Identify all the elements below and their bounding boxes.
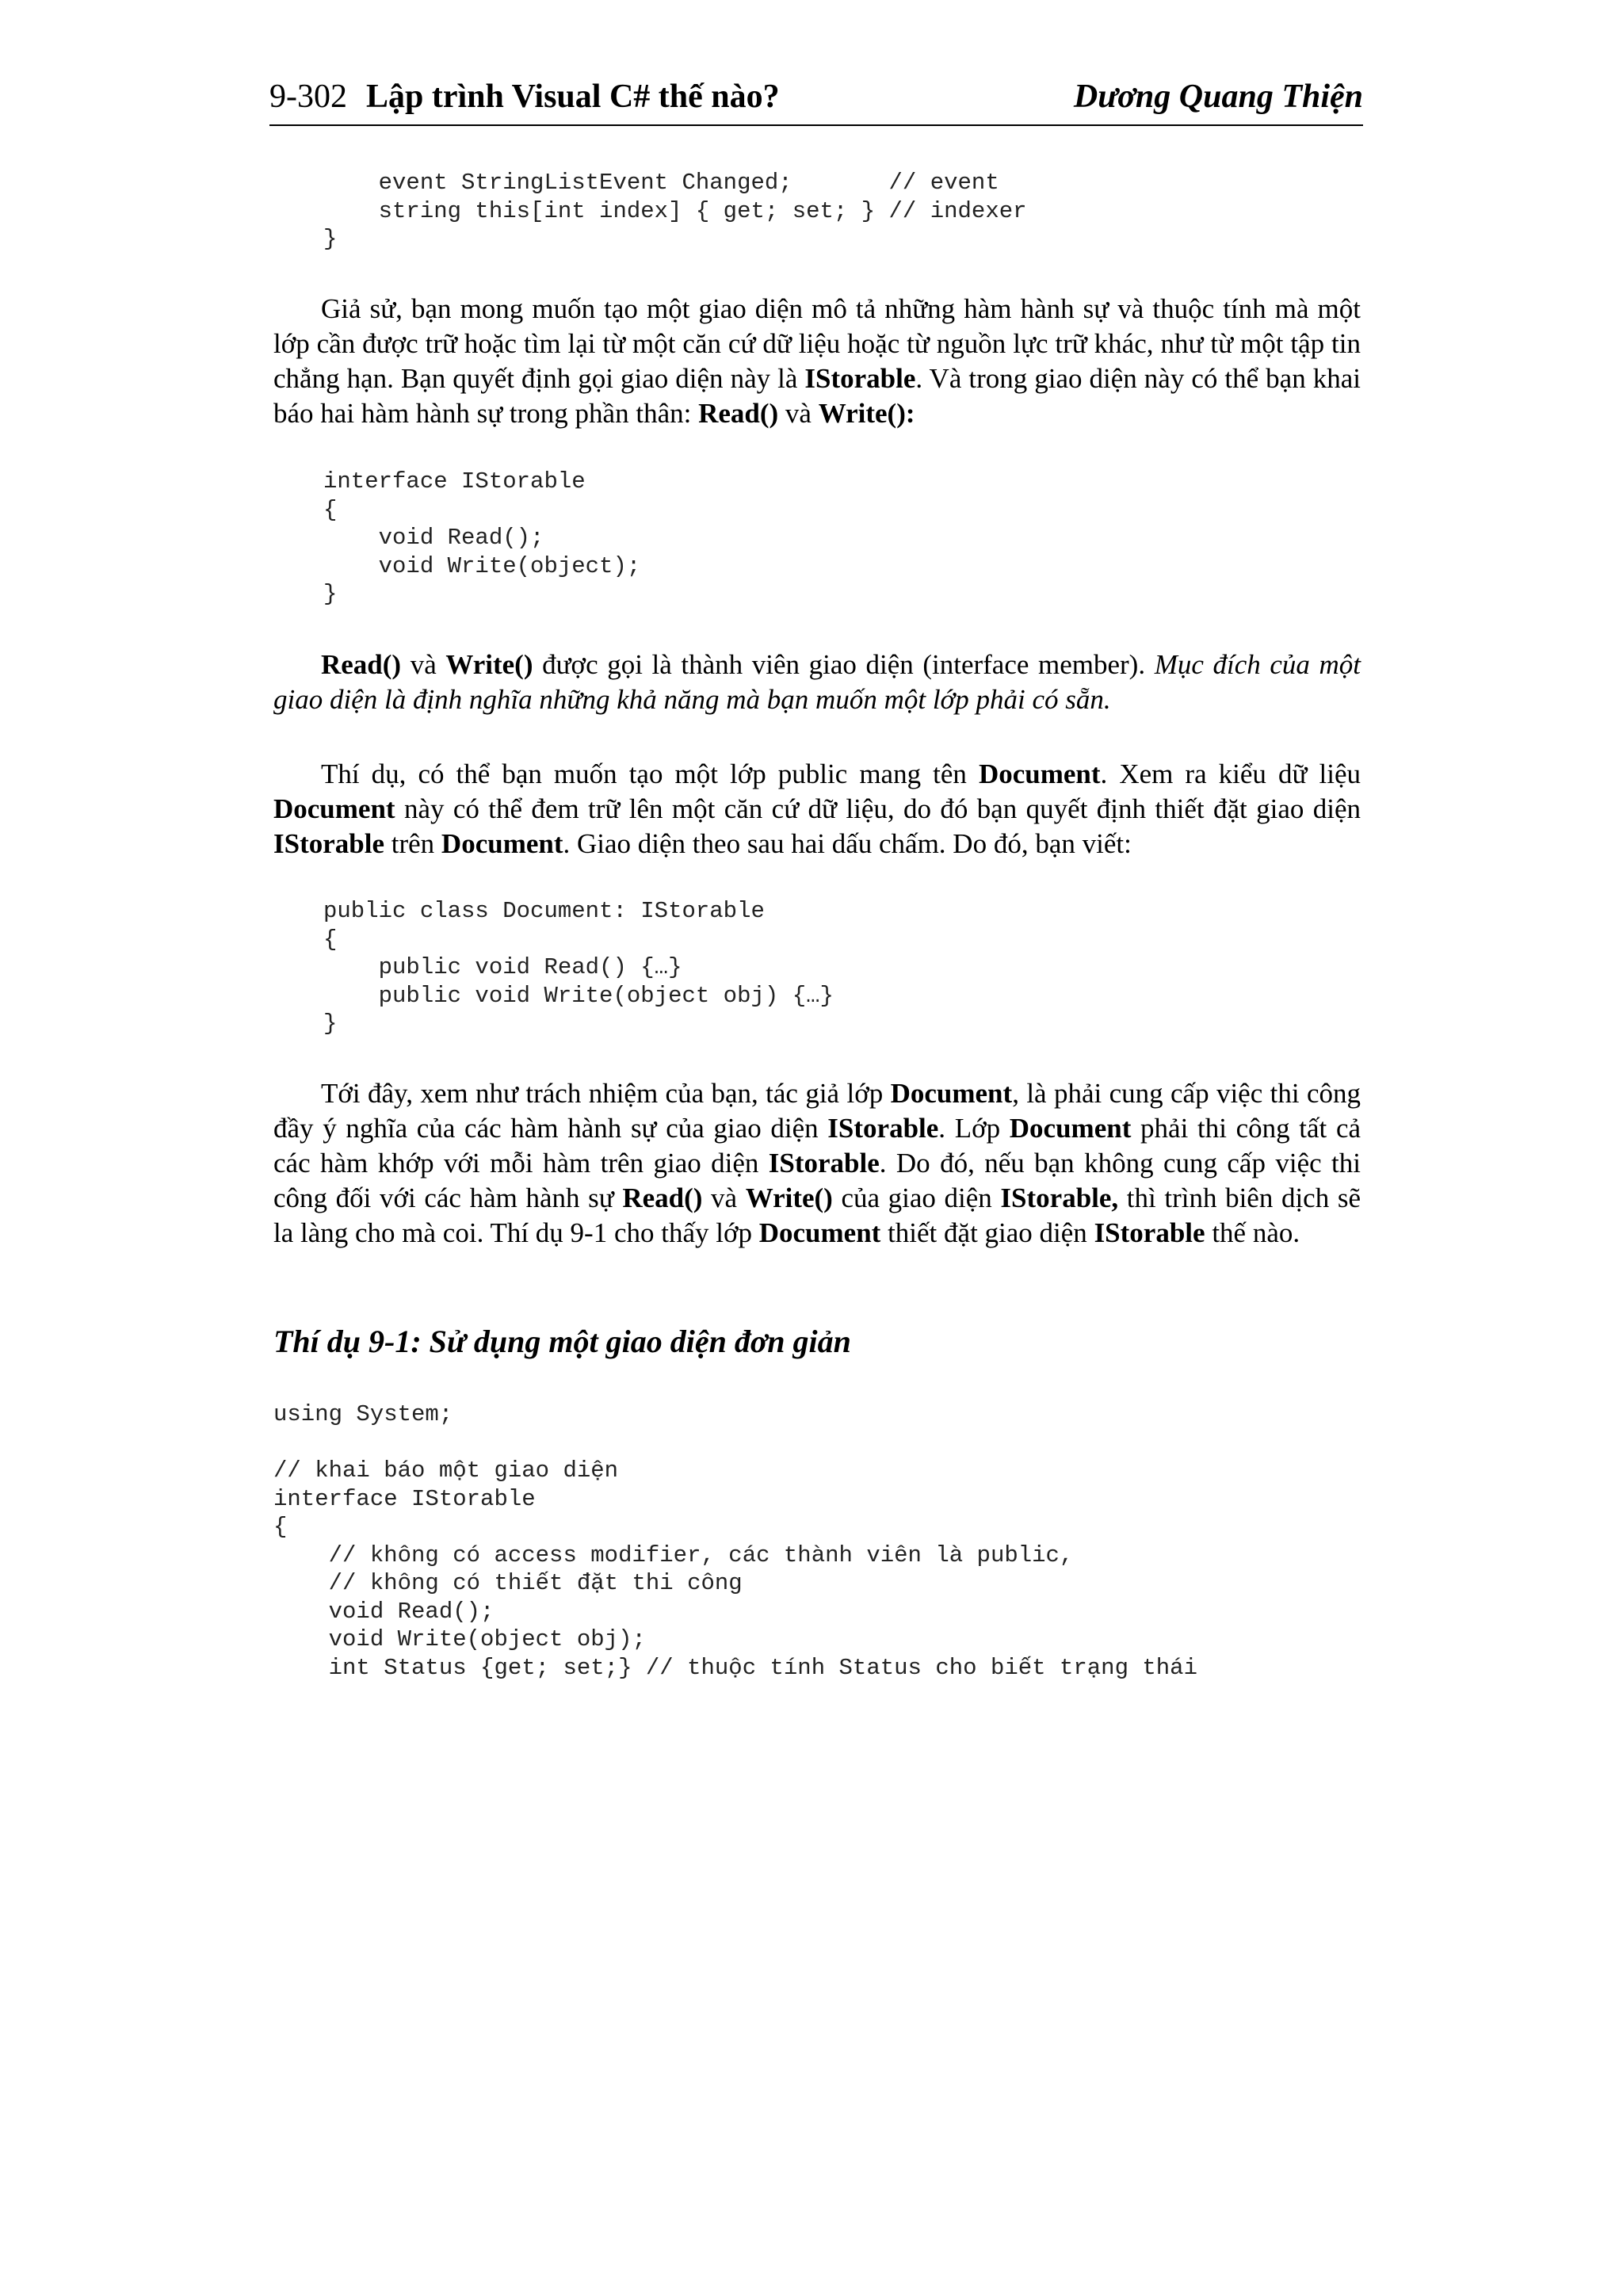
code-line: void Write(object);: [323, 552, 641, 579]
paragraph-text: [273, 648, 1361, 717]
code-block-example-9-1: [273, 1400, 1197, 1682]
bold-term: IStorable: [827, 1113, 939, 1144]
paragraph-text: [273, 757, 1361, 861]
code-line: // không có access modifier, các thành viên là public,: [273, 1541, 1074, 1568]
text-run: được gọi là thành viên giao diện (interface member).: [533, 649, 1155, 680]
bold-term: Read(): [698, 398, 779, 429]
code-line: public class Document: IStorable: [323, 898, 765, 924]
bold-term: IStorable: [804, 363, 916, 394]
code-block-interface-members: [323, 169, 1027, 254]
text-run: Tới đây, xem như trách nhiệm của bạn, tác giả lớp: [321, 1078, 891, 1109]
paragraph-text: [273, 1076, 1361, 1251]
bold-term: IStorable,: [1000, 1182, 1119, 1213]
code-line: int Status {get; set;} // thuộc tính Status cho biết trạng thái: [273, 1654, 1197, 1681]
paragraph-interface-members: [273, 648, 1361, 717]
code-line: [273, 1429, 1197, 1457]
code-line: string this[int index] { get; set; } // indexer: [323, 197, 1027, 224]
bold-term: IStorable: [1094, 1217, 1205, 1248]
code-line: interface IStorable: [273, 1485, 536, 1512]
text-run: thế nào.: [1205, 1217, 1300, 1248]
text-run: Thí dụ, có thể bạn muốn tạo một lớp public mang tên: [321, 758, 979, 789]
text-run: này có thể đem trữ lên một căn cứ dữ liệu, do đó bạn quyết định thiết đặt giao diện: [395, 793, 1361, 824]
code-block-document-class: [323, 897, 834, 1038]
text-run: và: [401, 649, 446, 680]
bold-term: Document: [1009, 1113, 1132, 1144]
bold-term: Document: [978, 758, 1101, 789]
code-line: void Write(object obj);: [273, 1626, 646, 1652]
bold-term: IStorable: [768, 1148, 880, 1179]
paragraph-text: [273, 292, 1361, 431]
text-run: trên: [384, 828, 441, 859]
header-divider: [269, 124, 1363, 126]
paragraph-document-class: [273, 757, 1361, 861]
text-run: và: [778, 398, 819, 429]
code-line: public void Read() {…}: [323, 954, 682, 980]
text-run: và: [702, 1182, 746, 1213]
book-title: Lập trình Visual C# thế nào?: [366, 78, 780, 115]
text-run: thì trình biên dịch sẽ la làng cho mà coi. Thí dụ 9-1 cho thấy lớp: [273, 1182, 1361, 1248]
text-run: . Giao diện theo sau hai dấu chấm. Do đó, bạn viết:: [563, 828, 1132, 859]
bold-term: Read(): [622, 1182, 703, 1213]
code-line: void Read();: [273, 1598, 495, 1625]
bold-term: Read(): [321, 649, 402, 680]
code-line: event StringListEvent Changed; // event: [323, 170, 999, 196]
example-heading: Thí dụ 9-1: Sử dụng một giao diện đơn giản: [273, 1324, 851, 1359]
bold-term: Write(): [445, 649, 533, 680]
bold-term: Document: [441, 828, 563, 859]
page-header: [269, 73, 1363, 120]
code-line: // khai báo một giao diện: [273, 1457, 619, 1484]
text-run: của giao diện: [832, 1182, 1001, 1213]
code-line: interface IStorable: [323, 468, 586, 495]
text-run: . Lớp: [938, 1113, 1010, 1144]
bold-term: Document: [758, 1217, 881, 1248]
code-line: {: [273, 1514, 288, 1540]
paragraph-istorable-intro: [273, 292, 1361, 431]
text-run: phải thi công tất cả các hàm khớp với mỗi hàm trên giao diện: [273, 1113, 1361, 1179]
code-line: }: [323, 226, 338, 252]
code-line: using System;: [273, 1401, 453, 1427]
code-line: public void Write(object obj) {…}: [323, 982, 834, 1009]
text-run: . Do đó, nếu bạn không cung cấp việc thi công đối với các hàm hành sự: [273, 1148, 1361, 1213]
page-number: 9-302: [269, 78, 347, 115]
code-block-istorable-declaration: [323, 468, 640, 609]
text-run: thiết đặt giao diện: [880, 1217, 1094, 1248]
code-line: }: [323, 1010, 338, 1037]
bold-term: Write(): [745, 1182, 833, 1213]
text-run: . Xem ra kiểu dữ liệu: [1100, 758, 1361, 789]
author-name: Dương Quang Thiện: [1073, 78, 1363, 115]
bold-term: Write():: [818, 398, 915, 429]
code-line: // không có thiết đặt thi công: [273, 1570, 743, 1596]
code-line: {: [323, 496, 338, 523]
italic-text: Mục đích của một giao diện là định nghĩa những khả năng mà bạn muốn một lớp phải có sẵn.: [273, 649, 1361, 715]
code-line: {: [323, 926, 338, 953]
bold-term: Document: [273, 793, 395, 824]
text-run: Giả sử, bạn mong muốn tạo một giao diện mô tả những hàm hành sự và thuộc tính mà một lớp cần được trữ hoặc tìm lại từ một căn cứ dữ liệu hoặc từ nguồn lực trữ khác, như từ một tập tin chẳng hạn. Bạn quyết định gọi giao diện này là: [273, 293, 1361, 394]
paragraph-implementation-responsibility: [273, 1076, 1361, 1251]
bold-term: IStorable: [273, 828, 384, 859]
text-run: . Và trong giao diện này có thể bạn khai báo hai hàm hành sự trong phần thân:: [273, 363, 1361, 429]
code-line: void Read();: [323, 525, 544, 551]
bold-term: Document: [890, 1078, 1013, 1109]
code-line: }: [323, 581, 338, 607]
text-run: , là phải cung cấp việc thi công đầy ý nghĩa của các hàm hành sự của giao diện: [273, 1078, 1361, 1144]
